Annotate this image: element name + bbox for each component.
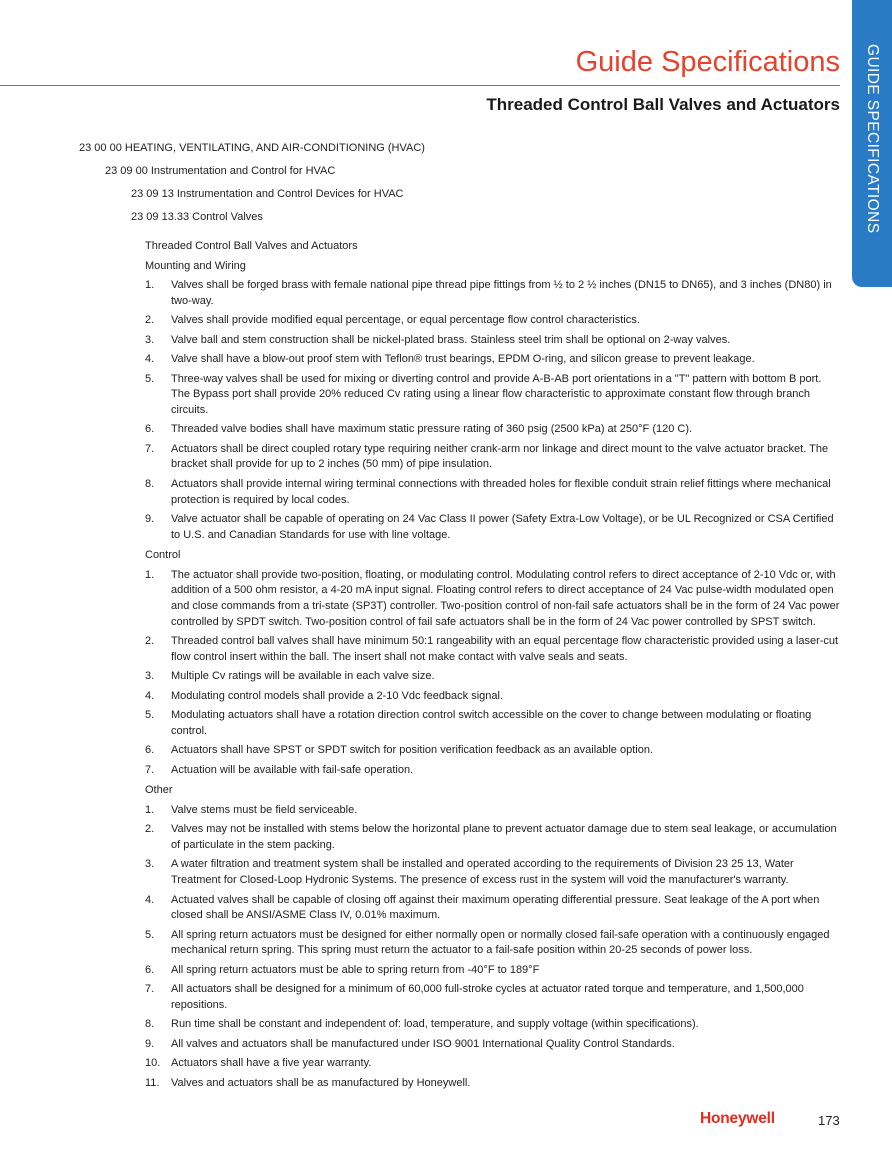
item-text: Run time shall be constant and independent of: load, temperature, and supply voltage (within specifications).: [171, 1018, 699, 1031]
item-text: Valve actuator shall be capable of operating on 24 Vac Class II power (Safety Extra-Low Voltage), or be UL Recognized or CSA Certified to U.S. and Canadian Standards for use with line voltage.: [171, 513, 834, 541]
title-divider: [0, 85, 840, 86]
item-text: All actuators shall be designed for a minimum of 60,000 full-stroke cycles at actuator rated torque and temperature, and 1,500,000 repositions.: [171, 983, 804, 1011]
list-item: [145, 278, 842, 309]
list-item: [145, 893, 842, 924]
section-title: Other: [145, 784, 173, 797]
item-text: Actuation will be available with fail-safe operation.: [171, 763, 414, 776]
list-item: [145, 1056, 842, 1072]
section-title: Control: [145, 549, 181, 562]
section-side-tab[interactable]: [852, 0, 892, 287]
item-number: 5.: [145, 372, 155, 385]
spec-list: [145, 568, 842, 778]
toc-line-section: 23 09 00 Instrumentation and Control for HVAC: [105, 165, 336, 177]
item-text: The actuator shall provide two-position, floating, or modulating control. Modulating control refers to direct acceptance of 2-10 Vdc or, with addition of a 500 ohm resistor, a 4-20 mA input signal. Floating control refers to direct acceptance of 24 Vac pulse-width modulated open and close commands from a tri-state (SP3T) controller. Two-position control of non-fail safe actuators shall be in the form of 24 Vac power controlled by SPDT switch. Two-position control of fail safe actuators shall be in the form of 24 Vac power controlled by SPST switch.: [171, 568, 840, 628]
list-item: [145, 442, 842, 473]
item-text: Valves and actuators shall be as manufactured by Honeywell.: [171, 1076, 471, 1089]
item-number: 9.: [145, 513, 155, 526]
item-number: 5.: [145, 709, 155, 722]
list-item: [145, 689, 842, 705]
list-item: [145, 333, 842, 349]
item-number: 7.: [145, 763, 155, 776]
list-item: [145, 1076, 842, 1092]
item-number: 3.: [145, 333, 155, 346]
item-number: 11.: [145, 1076, 160, 1089]
item-text: Valves shall provide modified equal percentage, or equal percentage flow control characteristics.: [171, 314, 640, 327]
honeywell-logo: Honeywell: [700, 1110, 775, 1127]
item-number: 6.: [145, 963, 155, 976]
item-number: 10.: [145, 1057, 161, 1070]
item-number: 7.: [145, 983, 155, 996]
item-number: 6.: [145, 423, 155, 436]
page-title: Guide Specifications: [575, 46, 840, 78]
item-number: 8.: [145, 477, 155, 490]
item-number: 2.: [145, 823, 155, 836]
list-item: [145, 313, 842, 329]
item-text: Modulating control models shall provide a 2-10 Vdc feedback signal.: [171, 689, 504, 702]
list-item: [145, 928, 842, 959]
list-item: [145, 803, 842, 819]
list-item: [145, 1037, 842, 1053]
item-text: All spring return actuators must be able to spring return from -40°F to 189°F: [171, 963, 540, 976]
item-number: 3.: [145, 670, 155, 683]
item-text: Threaded valve bodies shall have maximum static pressure rating of 360 psig (2500 kPa) at 250°F (120 C).: [171, 423, 693, 436]
list-item: [145, 963, 842, 979]
item-number: 1.: [145, 803, 155, 816]
item-text: Valves may not be installed with stems below the horizontal plane to prevent actuator damage due to stem seal leakage, or accumulation of particulate in the stem packing.: [171, 823, 837, 851]
item-text: Actuated valves shall be capable of closing off against their maximum operating differential pressure. Seat leakage of the A port when closed shall be ANSI/ASME Class IV, 0.01% maximum.: [171, 893, 820, 922]
page-number: 173: [818, 1113, 840, 1128]
item-number: 5.: [145, 928, 155, 941]
item-text: All valves and actuators shall be manufactured under ISO 9001 International Quality Control Standards.: [171, 1037, 675, 1050]
list-item: [145, 857, 842, 888]
item-text: Modulating actuators shall have a rotation direction control switch accessible on the cover to change between modulating or floating control.: [171, 709, 812, 737]
list-item: [145, 708, 842, 739]
item-text: Valve ball and stem construction shall be nickel-plated brass. Stainless steel trim shall be optional on 2-way valves.: [171, 333, 731, 346]
list-item: [145, 822, 842, 853]
item-text: Valves shall be forged brass with female national pipe thread pipe fittings from ½ to 2 ½ inches (DN15 to DN65), and 3 inches (DN80) in two-way.: [171, 279, 832, 307]
list-item: [145, 743, 842, 759]
item-number: 4.: [145, 689, 155, 702]
list-item: [145, 1017, 842, 1033]
list-item: [145, 763, 842, 779]
spec-content: [145, 239, 842, 1096]
item-text: Actuators shall provide internal wiring terminal connections with threaded holes for flexible conduit strain relief fittings where mechanical protection is required by local codes.: [171, 477, 831, 506]
toc-line-subsection: 23 09 13 Instrumentation and Control Devices for HVAC: [131, 188, 404, 200]
item-number: 1.: [145, 279, 155, 292]
list-item: [145, 477, 842, 508]
list-item: [145, 634, 842, 665]
list-item: [145, 352, 842, 368]
item-number: 1.: [145, 568, 155, 581]
page-subtitle: Threaded Control Ball Valves and Actuators: [486, 95, 840, 114]
item-text: All spring return actuators must be designed for either normally open or normally closed fail-safe operation with a continuously engaged mechanical return spring. This spring must return the actuator to a fail-safe position within 20-25 seconds of power loss.: [171, 928, 830, 957]
item-number: 4.: [145, 893, 155, 906]
section-title: Mounting and Wiring: [145, 259, 246, 272]
item-number: 9.: [145, 1037, 155, 1050]
item-number: 3.: [145, 858, 155, 871]
item-text: Valve shall have a blow-out proof stem with Teflon® trust bearings, EPDM O-ring, and silicon grease to prevent leakage.: [171, 353, 755, 366]
item-text: Multiple Cv ratings will be available in each valve size.: [171, 670, 435, 683]
side-tab-label: GUIDE SPECIFICATIONS: [864, 44, 881, 234]
item-text: Valve stems must be field serviceable.: [171, 803, 358, 816]
spec-list: [145, 803, 842, 1091]
item-number: 4.: [145, 353, 155, 366]
spec-list: [145, 278, 842, 543]
list-item: [145, 982, 842, 1013]
list-item: [145, 372, 842, 419]
list-item: [145, 512, 842, 543]
toc-line-division: 23 00 00 HEATING, VENTILATING, AND AIR-CONDITIONING (HVAC): [79, 142, 425, 154]
item-text: Threaded control ball valves shall have minimum 50:1 rangeability with an equal percentage flow characteristic provided using a laser-cut flow control insert within the ball. The insert shall not make contact with valve seals and seats.: [171, 635, 839, 663]
item-text: Actuators shall be direct coupled rotary type requiring neither crank-arm nor linkage and direct mount to the valve actuator bracket. The bracket shall provide for up to 2 inches (50 mm) of pipe insulation.: [171, 442, 829, 471]
item-text: A water filtration and treatment system shall be installed and operated according to the requirements of Division 23 25 13, Water Treatment for Closed-Loop Hydronic Systems. The presence of excess rust in the system will void the manufacturer's warranty.: [171, 858, 794, 887]
item-number: 2.: [145, 314, 155, 327]
list-item: [145, 568, 842, 630]
list-item: [145, 669, 842, 685]
intro-heading: Threaded Control Ball Valves and Actuators: [145, 240, 358, 252]
item-number: 8.: [145, 1018, 155, 1031]
item-text: Actuators shall have SPST or SPDT switch for position verification feedback as an available option.: [171, 744, 654, 757]
list-item: [145, 422, 842, 438]
item-number: 6.: [145, 744, 155, 757]
item-number: 7.: [145, 442, 155, 455]
item-number: 2.: [145, 635, 155, 648]
item-text: Three-way valves shall be used for mixing or diverting control and provide A-B-AB port orientations in a "T" pattern with bottom B port. The Bypass port shall provide 20% reduced Cv rating using a linear flow characteristic to approximate constant flow through branch circuits.: [171, 372, 822, 416]
toc-line-subsubsection: 23 09 13.33 Control Valves: [131, 211, 263, 223]
item-text: Actuators shall have a five year warranty.: [171, 1057, 372, 1070]
